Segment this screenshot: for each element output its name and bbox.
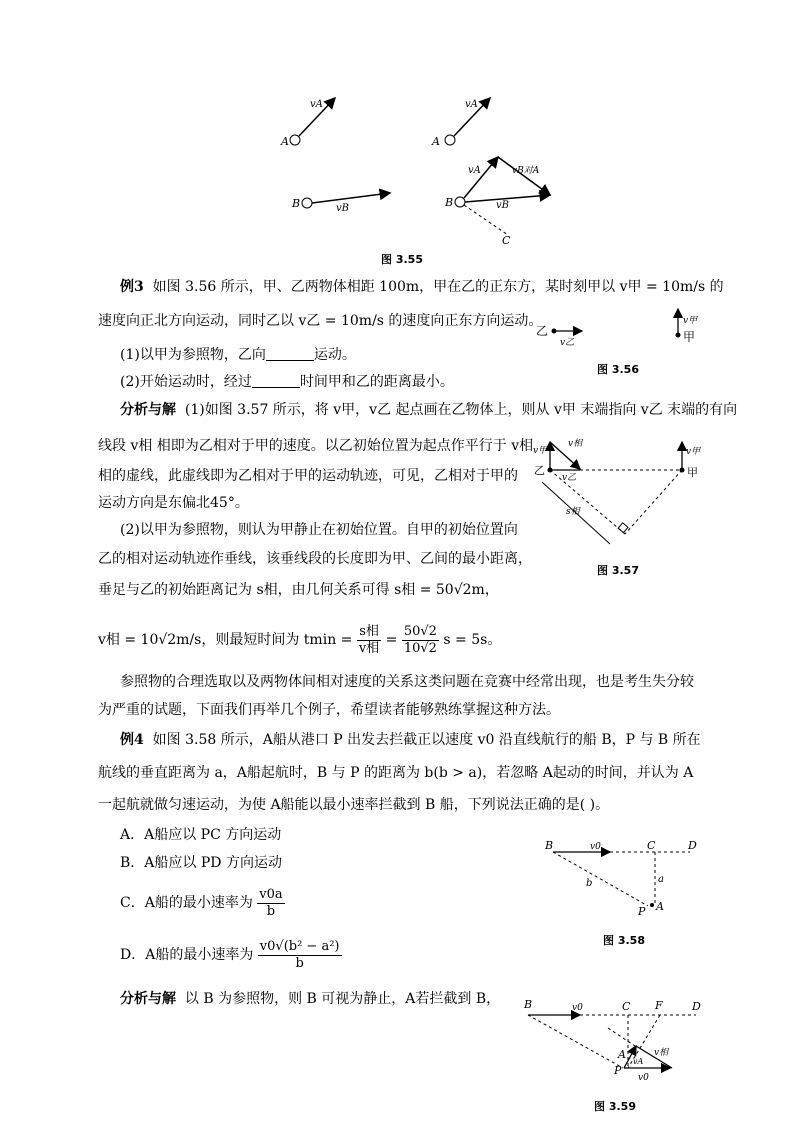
sol4-label: 分析与解 [120,991,176,1007]
label-d: D [688,839,697,852]
object-jia [676,333,681,338]
label-p: P [614,1064,622,1077]
label-c: C [502,234,511,245]
ex3-label: 例3 [120,279,144,295]
label-v0: v0 [572,1003,583,1013]
object-b-2 [455,197,465,207]
label-vb: vB [336,203,349,214]
ex4-label: 例4 [120,732,144,748]
label-b-2: B [445,196,454,209]
label-vjia: v甲 [533,446,548,456]
sol3-p1: 分析与解 (1)如图 3.57 所示，将 v甲，v乙 起点画在乙物体上，则从 v甲 末端指向 v乙 末端的有向 [120,402,738,418]
sol3-p7: 垂足与乙的初始距离记为 s相，由几何关系可得 s相 = 50√2m， [98,582,499,598]
label-a: A [656,900,664,913]
label-vxiang: v相 [568,439,583,449]
line-a-perp [608,1028,638,1048]
label-c: C [647,839,656,852]
figure-3-56 [530,305,700,350]
label-va-2: vA [465,99,478,110]
caption-3-59: 图 3.59 [594,1100,636,1113]
label-d: D [692,1000,701,1013]
ex3-q1: (1)以甲为参照物，乙向 运动。 [120,347,356,363]
ex3-line1: 例3 如图 3.56 所示，甲、乙两物体相距 100m，甲在乙的正东方，某时刻甲以 v甲 = 10m/s 的 [120,279,724,295]
sol3-label: 分析与解 [120,402,176,418]
label-vyi: v乙 [560,338,575,348]
triangle-va [464,157,498,198]
fraction-numeric: $\frac{50√2}{10√2}$ [403,623,437,656]
label-vyi: v乙 [562,473,577,483]
caption-3-55: 图 3.55 [381,253,423,266]
ex4-l1: 例4 如图 3.58 所示，A船从港口 P 出发去拦截正以速度 v0 沿直线航行的船 B，P 与 B 所在 [120,732,701,748]
label-a-dist: a [658,874,664,885]
figure-3-59 [520,996,705,1086]
label-v0b: v0 [638,1073,649,1083]
ex4-l3: 一起航就做匀速运动，为使 A船能以最小速率拦截到 B 船，下列说法正确的是( )。 [98,797,610,813]
label-b: B [545,839,554,852]
ex4-l2: 航线的垂直距离为 a，A船起航时，B 与 P 的距离为 b(b > a)，若忽略 A起动的时间，并认为 A [98,765,694,781]
sol4-line: 分析与解 以 B 为参照物，则 B 可视为静止，A若拦截到 B， [120,991,501,1007]
sol3-p3: 相的虚线，此虚线即为乙相对于甲的运动轨迹，可见，乙相对于甲的 [98,468,518,484]
label-vxiang: v相 [654,1048,669,1058]
blank-2 [252,373,300,388]
note-l2: 为严重的试题，下面我们再举几个例子，希望读者能够熟练掌握这种方法。 [98,702,560,718]
fraction-optc: $\frac{v0a}{b}$ [259,886,283,919]
label-f: F [655,999,663,1012]
fraction-optd: $\frac{\text{v0√(b² − a²)}}{b}$ [259,938,340,971]
blank-1 [266,346,314,361]
label-vjia: v甲 [683,316,698,326]
ex4-optC: C．A船的最小速率为 $\frac{v0a}{b}$ [120,886,283,919]
label-a: A [281,135,289,148]
label-jia: 甲 [687,466,698,479]
perpendicular [625,470,682,534]
caption-3-57: 图 3.57 [597,564,639,577]
sol3-p2: 线段 v相 相即为乙相对于甲的速度。以乙初始位置为起点作平行于 v相 [98,438,534,454]
label-v0: v0 [590,842,601,852]
object-yi [552,329,557,334]
object-b [302,198,312,208]
label-va-3: vA [468,165,481,176]
object-a-2 [445,135,455,145]
point-a [650,903,654,907]
ex4-optB: B．A船应以 PD 方向运动 [120,855,282,871]
ex4-optA: A．A船应以 PC 方向运动 [120,827,282,843]
sol3-p6: 乙的相对运动轨迹作垂线，该垂线段的长度即为甲、乙间的最小距离， [98,551,532,567]
label-vjia2: v甲 [686,447,701,457]
label-yi: 乙 [534,464,545,477]
label-yi: 乙 [536,324,549,338]
sol3-p4: 运动方向是东偏北45°。 [98,495,249,511]
label-vbrel: vB对A [512,166,540,176]
label-s: s相 [566,507,580,517]
sol3-p5: (2)以甲为参照物，则认为甲静止在初始位置。自甲的初始位置向 [120,522,518,538]
label-jia: 甲 [683,330,696,344]
label-b-dist: b [586,878,593,889]
line-bp [528,1015,623,1068]
object-a [290,135,300,145]
label-va: vA [310,99,323,110]
figure-3-58 [540,838,710,918]
label-c: C [622,1000,631,1013]
right-angle-mark [618,523,628,533]
fraction-s-over-v: $\frac{\text{s相}}{\text{v相}}$ [358,623,380,656]
caption-3-58: 图 3.58 [603,934,645,947]
line-bp [553,852,648,906]
ex3-q2: (2)开始运动时，经过 时间甲和乙的距离最小。 [120,374,454,390]
figure-3-57 [530,432,720,557]
velocity-b-arrow [312,193,390,203]
caption-3-56: 图 3.56 [597,363,639,376]
label-b: B [292,197,301,210]
ex4-optD: D．A船的最小速率为 $\frac{\text{v0√(b² − a²)}}{b}$ [120,938,340,971]
figure-3-55 [270,85,560,245]
label-a-2: A [432,135,440,148]
note-l1: 参照物的合理选取以及两物体间相对速度的关系这类问题在竞赛中经常出现，也是考生失分较 [120,674,694,690]
label-va: vA [633,1057,644,1066]
triangle-vrel [498,157,550,195]
ex3-line2: 速度向正北方向运动，同时乙以 v乙 = 10m/s 的速度向正东方向运动。 [98,313,543,329]
sol3-p8: v相 = 10√2m/s，则最短时间为 tmin = $\frac{\text{s相}}{\text{v相}}$ = $\frac{50√2}{10√2}$ s = 5s。 [98,623,502,656]
label-b: B [524,998,533,1011]
label-a: A [618,1048,626,1061]
label-p: P [638,905,646,918]
label-vb-2: vB [496,200,509,211]
